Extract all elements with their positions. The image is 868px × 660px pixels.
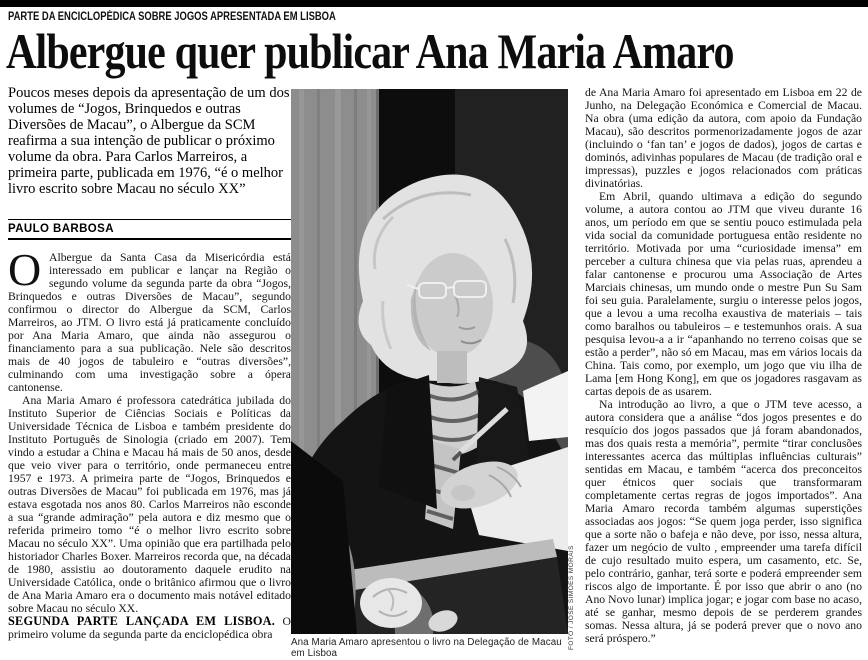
paragraph: Ana Maria Amaro é professora catedrática jubilada do Instituto Superior de Ciências Sociais e Políticas da Universidade Técnica de Lisboa e também presidente do Instituto Português de Sinologia (criado em 2007). Tem vindo a estudar a China e Macau há mais de 50 anos, desde que veio viver para o território, onde permaneceu entre 1957 e 1973. A primeira parte de “Jogos, Brinquedos e outras Diversões de Macau” foi publicada em 1976, mas já estava esgotada nos anos 80. Carlos Marreiros não esconde a sua “grande admiração” pela autora e diz mesmo que o referida primeiro tomo “é o melhor livro escrito sobre Macau no século XX”. Uma opinião que era partilhada pelo historiador Charles Boxer. Marreiros recorda que, na década de 1980, assistiu ao doutoramento daquele erudito na Universidade Católica, onde o britânico afirmou que o livro de Ana Maria Amaro era o documento mais notável editado sobre Macau no século XX. xyxy=(8,394,291,615)
run-in-subhead: SEGUNDA PARTE LANÇADA EM LISBOA. xyxy=(8,614,276,628)
photo-credit: FOTO / JOSÉ SIMÕES MORAIS xyxy=(568,545,575,650)
kicker: PARTE DA ENCICLOPÉDICA SOBRE JOGOS APRESENTADA EM LISBOA xyxy=(8,11,336,23)
lead-paragraph xyxy=(8,251,291,394)
rose-bloom xyxy=(360,578,422,628)
photo-caption: Ana Maria Amaro apresentou o livro na Delegação de Macau em Lisboa xyxy=(291,637,568,660)
paragraph: Na introdução ao livro, a que o JTM teve acesso, a autora considera que a análise “dos jogos presentes e do resquício dos jogos passados que já foram abandonados, mas dos quais resta a memória”, permite “tirar conclusões interessantes acerca das múltiplas influências culturais” sentidas em Macau, e também “acerca dos preconceitos quer étnicos quer sociais que transformaram completamente certas regras de jogos importados”. Ana Maria Amaro recorda também algumas superstições associadas aos jogos: “Se quem joga perder, isso significa que a sorte não o bafeja e não deve, por isso, nessa altura, fazer um negócio de vulto , empreender uma tarefa difícil de cujo resultado muito espera, um casamento, etc. Se, pelo contrário, ganhar, terá sorte e poderá empreender sem riscos algo de importante. É por isso que abrir o ano (no Ano Novo lunar) implica jogar; e jogar com base no acaso, até se ganhar, mesmo depois de se perderem grandes somas. Nessa altura, já se poderá prever que o novo ano será próspero.” xyxy=(585,398,862,645)
byline-block xyxy=(8,219,291,240)
headline xyxy=(6,24,868,78)
photo-illustration xyxy=(291,89,568,634)
masthead-bar xyxy=(0,0,868,7)
headline-text: Albergue quer publicar Ana Maria Amaro xyxy=(6,23,734,79)
neck xyxy=(437,351,467,383)
article-right-column xyxy=(585,86,862,658)
drop-cap: O xyxy=(8,251,42,295)
paragraph-text: O primeiro volume da segunda parte da enciclopédica obra xyxy=(8,615,291,641)
lede-paragraph: Poucos meses depois da apresentação de um dos volumes de “Jogos, Brinquedos e outras Diversões de Macau”, o Albergue da SCM reafirma a sua intenção de publicar o próximo volume da obra. Para Carlos Marreiros, a primeira parte, publicada em 1976, “é o melhor livro escrito sobre Macau no século XX” xyxy=(8,85,290,197)
article-left-column xyxy=(8,251,291,657)
paragraph-text: Albergue da Santa Casa da Misericórdia está interessado em publicar e lançar na Região o segundo volume da segunda parte da obra “Jogos, Brinquedos e outras Diversões de Macau”, segundo confirmou o director do Albergue da SCM, Carlos Marreiros, ao JTM. O livro está já praticamente concluído por Ana Maria Amaro, que ainda não assegurou o financiamento para a sua publicação. Nele são descritos mais de 40 jogos de tabuleiro e “outras diversões”, culminando com uma investigação sobre a ópera cantonense. xyxy=(8,251,291,394)
photo-figure xyxy=(291,89,568,634)
lapel-left xyxy=(379,375,437,509)
byline: PAULO BARBOSA xyxy=(8,223,114,235)
paragraph: de Ana Maria Amaro foi apresentado em Lisboa em 22 de Junho, na Delegação Económica e Comercial de Macau. Na obra (uma edição da autora, com apoio da Fundação Macau), são descritos pormenorizadamente jogos de azar (incluindo o ‘fan tan’ e jogos de dados), jogos de cartas e dominós, adivinhas populares de Macau (de tradição oral e impressas), puzzles e jogos relacionados com práticas divinatórias. xyxy=(585,86,862,190)
paragraph: Em Abril, quando ultimava a edição do segundo volume, a autora contou ao JTM que viveu durante 16 anos, um período em que se sentiu pouco estimulada pela vida social da comunidade portuguesa então residente no território. Motivada por uma “curiosidade imensa” em perceber a cultura chinesa que via pelas ruas, aprendeu a falar cantonense e procurou uma Associação de Artes Marciais chinesas, um mundo onde o mestre Pun Su Sam foi seu guia. Paralelamente, surgiu o interesse pelos jogos, que a levou a uma recolha exaustiva de materiais – tais como baralhos ou tabuleiros – e testemunhos orais. A sua pesquisa levou-a a ir “apanhando no terreno coisas que se estão a perder”, não só em Macau, mas em vários locais da China. Tais como, por exemplo, um jogo que viu ilha de Lama [em Hong Kong], em que os jogadores rasgavam as cartas depois de as usarem. xyxy=(585,190,862,398)
paragraph-with-subhead xyxy=(8,615,291,641)
